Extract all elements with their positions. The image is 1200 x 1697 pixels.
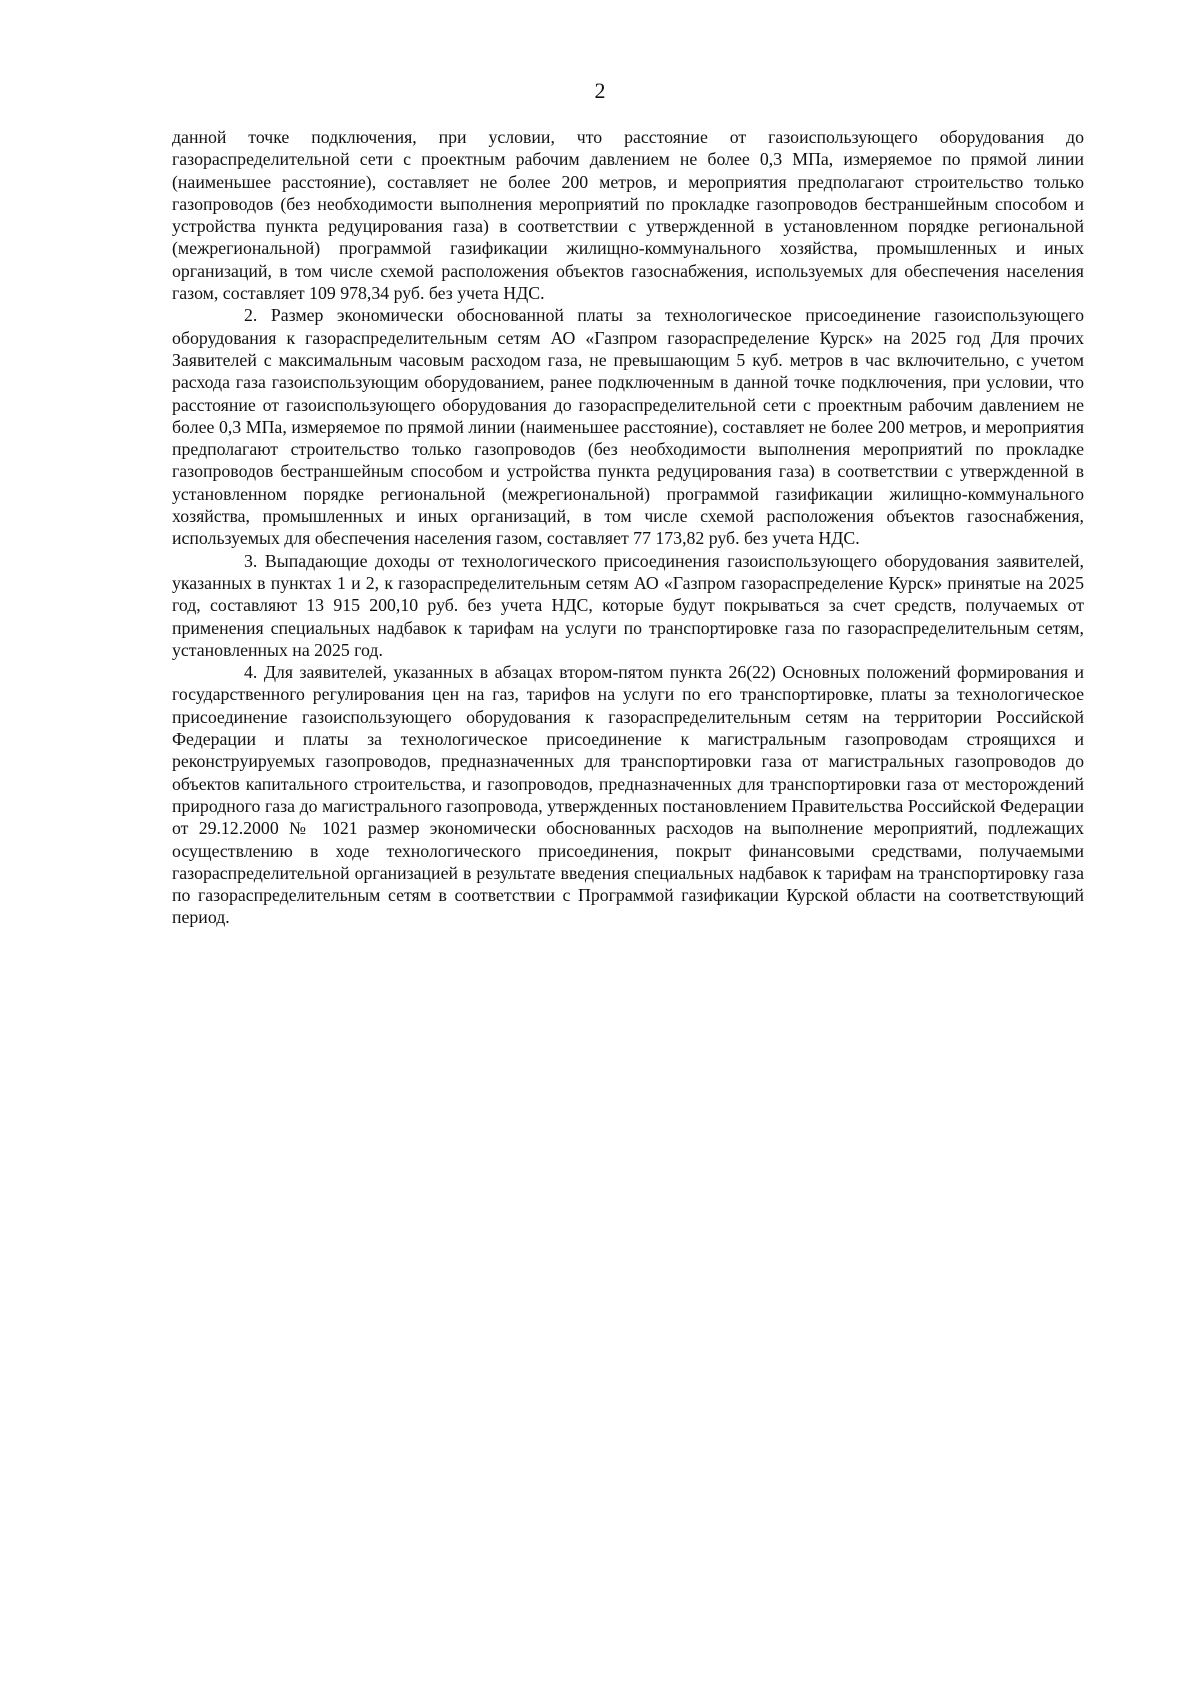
page-number: 2	[594, 78, 606, 103]
paragraph-item-4: 4. Для заявителей, указанных в абзацах втором-пятом пункта 26(22) Основных положений формирования и государственного регулирования цен на газ, тарифов на услуги по его транспортировке, платы за технологическое присоединение газоиспользующего оборудования к газораспределительным сетям на территории Российской Федерации и платы за технологическое присоединение к магистральным газопроводам строящихся и реконструируемых газопроводов, предназначенных для транспортировки газа от магистральных газопроводов до объектов капитального строительства, и газопроводов, предназначенных для транспортировки газа от месторождений природного газа до магистрального газопровода, утвержденных постановлением Правительства Российской Федерации от 29.12.2000 № 1021 размер экономически обоснованных расходов на выполнение мероприятий, подлежащих осуществлению в ходе технологического присоединения, покрыт финансовыми средствами, получаемыми газораспределительной организацией в результате введения специальных надбавок к тарифам на транспортировку газа по газораспределительным сетям в соответствии с Программой газификации Курской области на соответствующий период.	[172, 662, 1084, 928]
paragraph-item-3: 3. Выпадающие доходы от технологического присоединения газоиспользующего оборудования заявителей, указанных в пунктах 1 и 2, к газораспределительным сетям АО «Газпром газораспределение Курск» принятые на 2025 год, составляют 13 915 200,10 руб. без учета НДС, которые будут покрываться за счет средств, получаемых от применения специальных надбавок к тарифам на услуги по транспортировке газа по газораспределительным сетям, установленных на 2025 год.	[172, 550, 1084, 660]
paragraph-item-2: 2. Размер экономически обоснованной платы за технологическое присоединение газоиспользующего оборудования к газораспределительным сетям АО «Газпром газораспределение Курск» на 2025 год Для прочих Заявителей с максимальным часовым расходом газа, не превышающим 5 куб. метров в час включительно, с учетом расхода газа газоиспользующим оборудованием, ранее подключенным в данной точке подключения, при условии, что расстояние от газоиспользующего оборудования до газораспределительной сети с проектным рабочим давлением не более 0,3 МПа, измеряемое по прямой линии (наименьшее расстояние), составляет не более 200 метров, и мероприятия предполагают строительство только газопроводов (без необходимости выполнения мероприятий по прокладке газопроводов бестраншейным способом и устройства пункта редуцирования газа) в соответствии с утвержденной в установленном порядке региональной (межрегиональной) программой газификации жилищно-коммунального хозяйства, промышленных и иных организаций, в том числе схемой расположения объектов газоснабжения, используемых для обеспечения населения газом, составляет 77 173,82 руб. без учета НДС.	[172, 305, 1084, 549]
document-body	[172, 126, 1084, 929]
paragraph-continuation: данной точке подключения, при условии, что расстояние от газоиспользующего оборудования до газораспределительной сети с проектным рабочим давлением не более 0,3 МПа, измеряемое по прямой линии (наименьшее расстояние), составляет не более 200 метров, и мероприятия предполагают строительство только газопроводов (без необходимости выполнения мероприятий по прокладке газопроводов бестраншейным способом и устройства пункта редуцирования газа) в соответствии с утвержденной в установленном порядке региональной (межрегиональной) программой газификации жилищно-коммунального хозяйства, промышленных и иных организаций, в том числе схемой расположения объектов газоснабжения, используемых для обеспечения населения газом, составляет 109 978,34 руб. без учета НДС.	[172, 127, 1084, 304]
